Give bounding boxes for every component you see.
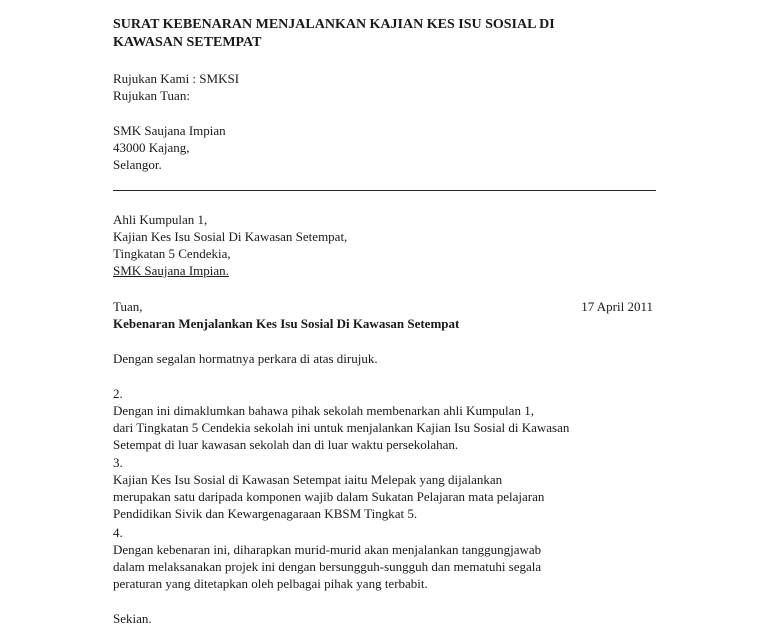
- paragraph-3-line-1: [113, 454, 658, 488]
- recipient-address: [113, 211, 347, 279]
- paragraph-4: [113, 524, 658, 592]
- reference-ours: Rujukan Kami : SMKSI: [113, 71, 240, 86]
- recipient-line-4: SMK Saujana Impian.: [113, 263, 229, 278]
- paragraph-2: [113, 385, 658, 453]
- paragraph-3-line-2: merupakan satu daripada komponen wajib dalam Sukatan Pelajaran mata pelajaran: [113, 489, 545, 504]
- title-line-1: SURAT KEBENARAN MENJALANKAN KAJIAN KES ISU SOSIAL DI: [113, 17, 555, 32]
- recipient-line-1: Ahli Kumpulan 1,: [113, 212, 208, 227]
- paragraph-4-number: 4.: [113, 525, 123, 540]
- sender-line-2: 43000 Kajang,: [113, 140, 190, 155]
- letter-title: [113, 16, 673, 52]
- reference-block: [113, 70, 239, 104]
- letter-date: 17 April 2011: [581, 299, 653, 314]
- reference-yours: Rujukan Tuan:: [113, 88, 190, 103]
- paragraph-3-number: 3.: [113, 455, 123, 470]
- opening-line: Dengan segalan hormatnya perkara di atas dirujuk.: [113, 351, 378, 366]
- paragraph-3-line-3: Pendidikan Sivik dan Kewargenagaraan KBSM Tingkat 5.: [113, 506, 418, 521]
- paragraph-4-line-3: peraturan yang ditetapkan oleh pelbagai pihak yang terbabit.: [113, 576, 428, 591]
- salutation: Tuan,: [113, 299, 143, 314]
- paragraph-4-text-1: Dengan kebenaran ini, diharapkan murid-murid akan menjalankan tanggungjawab: [113, 542, 542, 557]
- title-line-2: KAWASAN SETEMPAT: [113, 35, 262, 50]
- recipient-line-2: Kajian Kes Isu Sosial Di Kawasan Setempat,: [113, 229, 348, 244]
- sender-line-1: SMK Saujana Impian: [113, 123, 226, 138]
- closing-line: Sekian.: [113, 611, 152, 626]
- sender-line-3: Selangor.: [113, 157, 162, 172]
- paragraph-4-line-2: dalam melaksanakan projek ini dengan bersungguh-sungguh dan mematuhi segala: [113, 559, 542, 574]
- recipient-line-3: Tingkatan 5 Cendekia,: [113, 246, 231, 261]
- subject-line: Kebenaran Menjalankan Kes Isu Sosial Di Kawasan Setempat: [113, 316, 460, 331]
- paragraph-2-text-1: Dengan ini dimaklumkan bahawa pihak sekolah membenarkan ahli Kumpulan 1,: [113, 403, 534, 418]
- header-divider: [113, 190, 656, 191]
- paragraph-2-line-2: dari Tingkatan 5 Cendekia sekolah ini untuk menjalankan Kajian Isu Sosial di Kawasan: [113, 420, 570, 435]
- paragraph-2-number: 2.: [113, 386, 123, 401]
- paragraph-2-line-3: Setempat di luar kawasan sekolah dan di luar waktu persekolahan.: [113, 437, 459, 452]
- paragraph-2-line-1: [113, 385, 658, 419]
- paragraph-3: [113, 454, 658, 522]
- sender-address: [113, 122, 226, 173]
- paragraph-3-text-1: Kajian Kes Isu Sosial di Kawasan Setempat iaitu Melepak yang dijalankan: [113, 472, 503, 487]
- paragraph-4-line-1: [113, 524, 658, 558]
